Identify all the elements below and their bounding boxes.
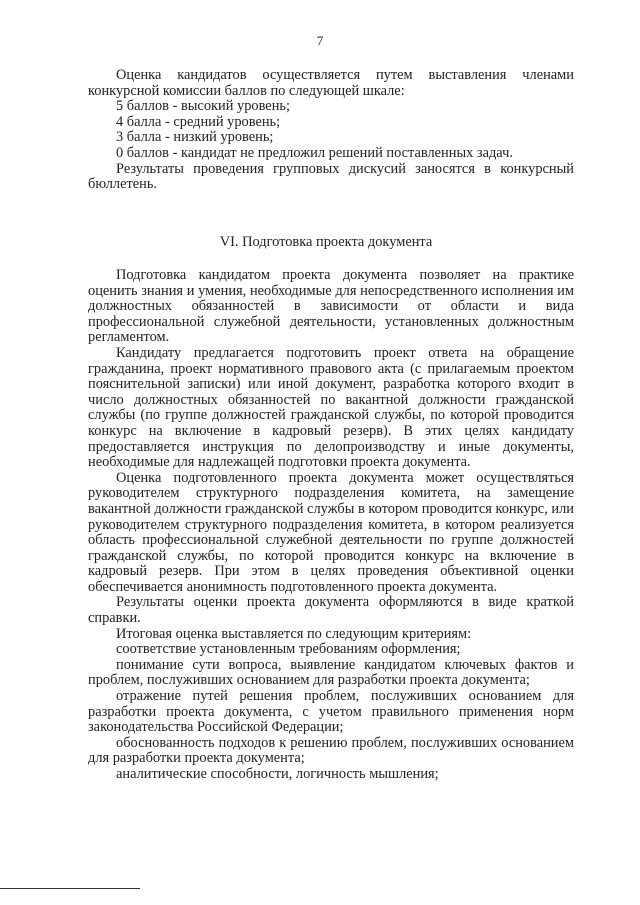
scale-item: 4 балла - средний уровень;	[116, 113, 281, 130]
paragraph: Результаты оценки проекта документа оформляются в виде краткой справки.	[88, 594, 574, 627]
paragraph: Оценка подготовленного проекта документа может осуществляться руководителем структурного подразделения комитета, на замещение вакантной должности гражданской службы в котором проводится конкурс, или руководителем структурного подразделения комитета, в котором реализуется область профессиональной служебной деятельности по группе должностей гражданской службы, по которой проводится конкурс на включение в кадровый резерв. При этом в целях проведения объективной оценки обеспечивается анонимность подготовленного проекта документа.	[88, 469, 574, 595]
document-preparation-section	[88, 268, 574, 783]
paragraph: Итоговая оценка выставляется по следующим критериям:	[116, 625, 472, 642]
criteria-item: отражение путей решения проблем, послуживших основанием для разработки проекта документа, с учетом правильного применения норм законодательства Российской Федерации;	[88, 688, 574, 736]
scale-item: 5 баллов - высокий уровень;	[116, 98, 290, 115]
footnote-divider	[0, 888, 140, 889]
section-heading: VI. Подготовка проекта документа	[219, 234, 433, 250]
scoring-section	[88, 68, 574, 193]
criteria-item: соответствие установленным требованиям оформления;	[116, 641, 461, 658]
criteria-item: аналитические способности, логичность мышления;	[116, 766, 439, 782]
paragraph: Подготовка кандидатом проекта документа позволяет на практике оценить знания и умения, необходимые для непосредственного исполнения им должностных обязанностей в зависимости от области и вида профессиональной служебной деятельности, установленных должностным регламентом.	[88, 267, 574, 346]
scale-item: 3 балла - низкий уровень;	[116, 129, 274, 146]
scale-item: 0 баллов - кандидат не предложил решений поставленных задач.	[116, 144, 513, 161]
page-number: 7	[316, 33, 324, 48]
criteria-item: понимание сути вопроса, выявление кандидатом ключевых фактов и проблем, послуживших основанием для разработки проекта документа;	[88, 656, 574, 689]
paragraph: Оценка кандидатов осуществляется путем выставления членами конкурсной комиссии баллов по следующей шкале:	[88, 67, 574, 99]
paragraph: Результаты проведения групповых дискусий заносятся в конкурсный бюллетень.	[88, 160, 574, 193]
paragraph: Кандидату предлагается подготовить проект ответа на обращение гражданина, проект нормативного правового акта (с прилагаемым проектом пояснительной записки) или иной документ, разработка которого входит в число должностных обязанностей по вакантной должности гражданской службы (по группе должностей гражданской службы, по которой проводится конкурс на включение в кадровый резерв). В этих целях кандидату предоставляется инструкция по делопроизводству и иные документы, необходимые для надлежащей подготовки проекта документа.	[88, 344, 574, 471]
criteria-item: обоснованность подходов к решению проблем, послуживших основанием для разработки проекта документа;	[88, 734, 574, 767]
